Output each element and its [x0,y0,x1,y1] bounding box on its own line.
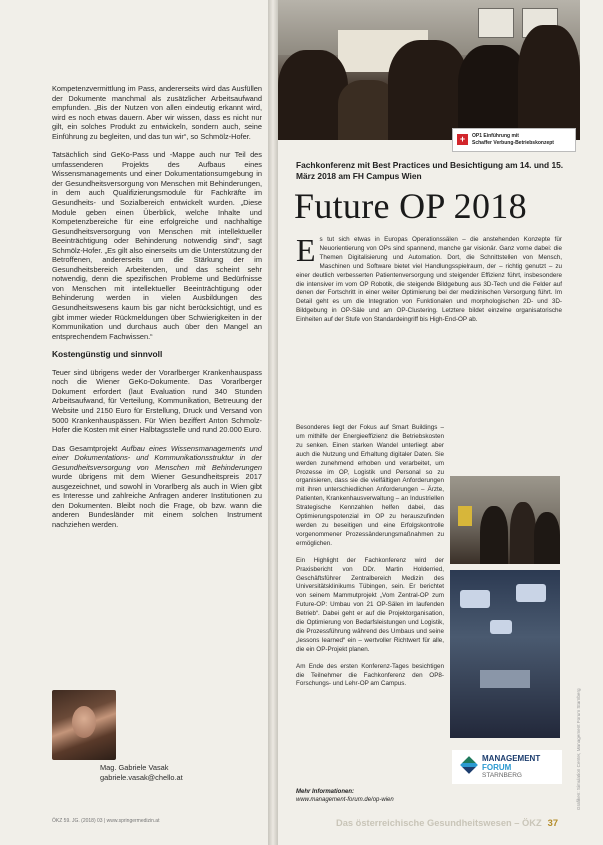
logo-line: FORUM [482,763,512,772]
photo-window [478,8,514,38]
article-body-top [296,232,562,333]
page-number: 37 [547,818,558,828]
more-info [296,788,394,804]
speaker-photo [450,476,560,564]
page-footer-right [278,818,558,828]
paragraph: Ein Highlight der Fachkonferenz wird der Praxisbericht von DDr. Martin Holderried, Geschäftsführer Zentralbereich Medizin des Universitätsklinikums Tübingen, sein. Er berichtet von seinem Mammutprojekt „Vom Zentral-OP zum Future-OP: Umbau von 21 OP-Sälen im laufenden Betrieb“. Dabei geht er auf die Projektorganisation, die Optimierung von Bedarfsleistungen und Logistik, die Prozessführung während des Umbaus und seine „lessons learned“ ein – wertvoller Richtwert für alle, die ein OP-Projekt planen. [296,556,444,653]
badge-line: Schaffer Verbung-Betriebskonzept [472,139,554,146]
text-run: s tut sich etwas in Europas Operationssälen – die anstehenden Konzepte für Neuorientierung von OPs sind spannend, manche gar visionär. Ganz vorne dabei: die Themen Digitalisierung und Automation. Dort, die Schnittstellen von Mensch, Maschinen und Software bietet viel Handlungsspielraum, der – richtig genutzt – zu einer deutlich verbesserten Patientenversorgung und steigender Effizienz führt, insbesondere die intensiver im vom OP Robotik, die steigende Bildgebung aus 3D-Tech und die Felder auf denen der Fortschritt in einer weiter Optimierung bei der medizinischen Versorgung führt. Im Detail geht es um die Integration von Funktionalen und morphologischen 2D- und 3D-Bildgebung in OP-Säle und am OP-Clustering. Letztere bildet einzelne organisatorische Einheiten auf der Stufe von Standardeingriff bis High-End-OP ab. [296,236,562,324]
logo-line: STARNBERG [482,772,522,779]
photo-sign [458,506,472,526]
text-run: Das Gesamtprojekt [52,443,122,453]
badge-text [472,133,554,146]
or-lamp [460,590,490,608]
article-body-narrow [296,424,444,697]
photo-caption-badge [452,128,576,152]
author-email[interactable]: gabriele.vasak@chello.at [100,772,183,782]
article-title: Future OP 2018 [294,186,527,226]
more-info-url[interactable]: www.management-forum.de/op-wien [296,797,394,803]
photo-person [510,502,536,564]
author-signature [100,763,183,782]
management-forum-logo [452,750,562,784]
publication-name: Das österreichische Gesundheitswesen – ÖKZ [336,818,542,828]
operating-room-photo [450,570,560,738]
author-block [52,690,268,760]
photo-person [534,512,560,564]
paragraph: Besonderes liegt der Fokus auf Smart Buildings – um mithilfe der Energieeffizienz die Betriebskosten zu senken. Einen starken Wandel unterliegt aber auch die Nutzung und Erhaltung digitaler Daten. Sie werden zunehmend erhoben und verarbeitet, um Prozesse im OP, Logistik und Personal so zu organisieren, dass sie die vielfältigen Anforderungen mit ihren unterschiedlichen Anforderungen – Ärzte, Patienten, Krankenhausverwaltung – an Industriellen Strategische Kennzahlen helfen dabei, das Optimierungspotenzial im OP zu herauszufinden werden zu beseitigen und eine Erfolgskontrolle vorgenommener Prozessänderungsmaßnahmen zu ermöglichen. [296,424,444,547]
paragraph [296,232,562,325]
paragraph: Teuer sind übrigens weder der Vorarlberger Krankenhauspass noch die Wiener GeKo-Dokumente. Das Vorarlberger Dokument erfordert (laut Evaluation rund 340 Stunden Arbeitsaufwand, für Verteilung, Kommunikation, Betreuung der Website und 2150 Euro für Erstellung, Druck und Versand von 5000 Krankenhauspässen. Für Wien beziffert Anton Schmolz-Hofer die Kosten mit einer Halbtagsstelle und rund 20.000 Euro. [52,367,262,435]
logo-line: MANAGEMENT [482,754,541,763]
photo-crowd [388,40,468,140]
paragraph: Tatsächlich sind GeKo-Pass und -Mappe auch nur Teil des umfassenderen Projekts des Aufbaus eines Wissensmanagements und einer Dokumentationsumgebung in der Gesundheitsversorgung von Menschen mit Behinderungen, in dem auch Qualifizierungsmodule für Fachkräfte im Gesundheits- und Sozialbereich entwickelt wurden. „Diese Module geben einen Überblick, welche Inhalte und Kompetenzbereiche für eine erfolgreiche und nachhaltige Gesundheitsversorgung von Menschen mit intellektueller Beeinträchtigung oder Behinderung notwendig sind“, sagt Schmölz-Hofer. „Es gilt also einerseits um die Unterstützung der Betroffenen, andererseits um die Stärkung der im Gesundheitsbereich Arbeitenden, und das scheint sehr notwendig, denn die spezifischen Probleme und Bedürfnisse von Menschen mit intellektueller Beeinträchtigung oder Behinderung werden in vielen Ausbildungen des Gesundheitswesens kaum bis gar nicht berücksichtigt, und es gibt immer wieder Rückmeldungen über Schwierigkeiten in der Kommunikation und durchaus auch über den Mangel an entsprechendem Fachwissen.“ [52,150,262,341]
section-heading: Kostengünstig und sinnvoll [52,349,163,360]
photo-person [480,506,508,564]
project-title: Aufbau eines Wissensmanagements und einer Dokumentations- und Kommunikationsstruktur in der Gesundheitsversorgung von Menschen mit Behinderungen [52,443,263,472]
author-photo [52,690,116,760]
page-gutter [268,0,278,845]
paragraph [52,444,262,530]
drop-cap: E [296,232,316,268]
conference-photo [278,0,580,140]
paragraph: Am Ende des ersten Konferenz-Tages besichtigen die Teilnehmer die Fachkonferenz den OP8-Forschungs- und Lehr-OP am Campus. [296,662,444,688]
right-column [278,0,580,845]
author-face [72,706,96,738]
badge-line: OP1 Einführung mit [472,133,519,139]
photo-credit: Grafiken: Simulation Center, Management Forum Starnberg [576,688,581,810]
or-table [480,670,530,688]
page-footer-left: ÖKZ 59. JG. (2018) 03 | www.springermedizin.at [52,818,160,824]
or-lamp [490,620,512,634]
author-name: Mag. Gabriele Vasak [100,763,169,772]
logo-mark-icon [460,756,478,774]
swiss-cross-icon: + [457,134,468,145]
text-run: wurde übrigens mit dem Wiener Gesundheitspreis 2017 ausgezeichnet, und sowohl in Vorarlberg als auch in Wien gibt es Interesse und zahlreiche Anfragen anderer Institutionen zu den Dokumenten. Bleibt noch die Frage, ob bzw. wann die anderen Bundesländer mit einem solchen Instrument nachziehen werden. [52,472,262,529]
left-column [52,84,262,539]
more-info-label: Mehr Informationen: [296,789,354,795]
article-kicker: Fachkonferenz mit Best Practices und Besichtigung am 14. und 15. März 2018 am FH Campus Wien [296,160,564,181]
photo-crowd [518,25,580,140]
paragraph: Kompetenzvermittlung im Pass, andererseits wird das Ausfüllen der Dokumente manchmal als zusätzlicher Arbeitsaufwand empfunden. „Bis der Nutzen von allen eindeutig erkannt wird, wird es noch etwas dauern. Aber wir wissen, dass es nicht nur gilt, ein solches Produkt zu entwickeln, sondern auch, seine Einführung zu begleiten, und das tun wir“, so Schmölz-Hofer. [52,84,262,141]
or-lamp [516,584,546,602]
